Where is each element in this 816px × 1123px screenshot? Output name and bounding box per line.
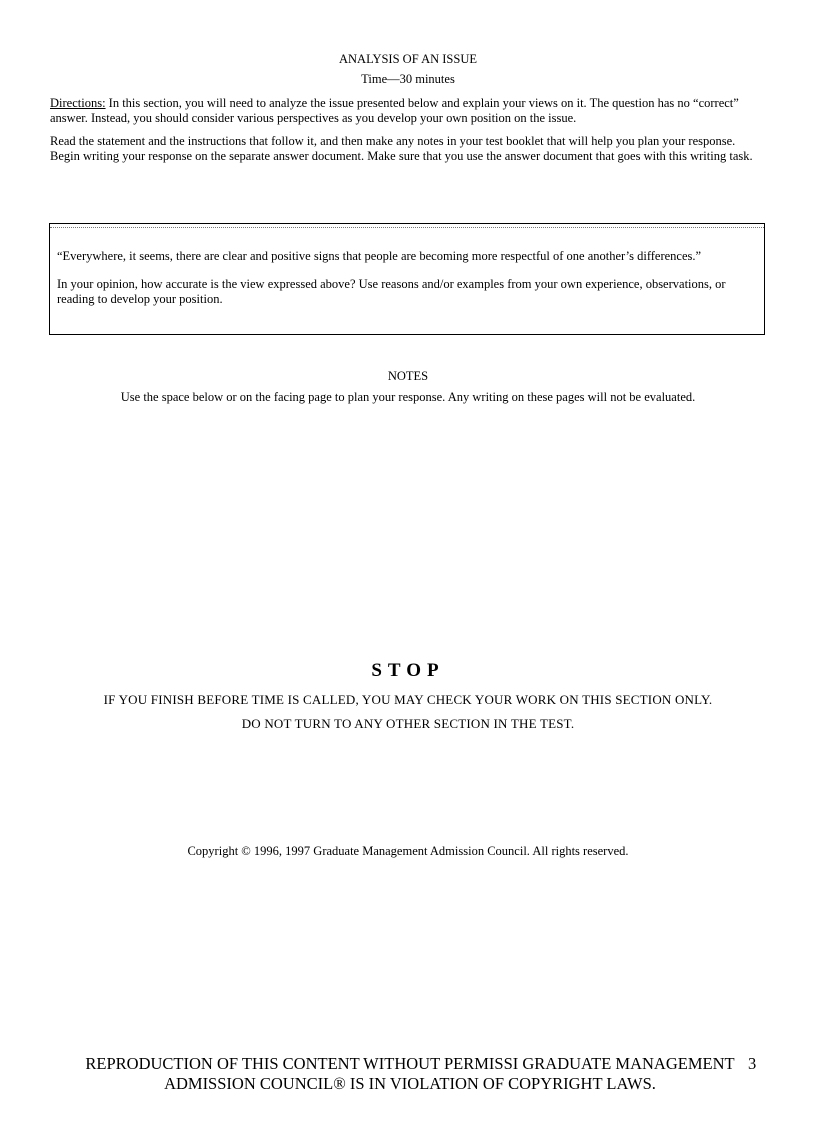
copyright-notice: Copyright © 1996, 1997 Graduate Management Admission Council. All rights reserved. — [187, 844, 629, 858]
stop-heading: STOP — [371, 660, 445, 681]
stop-line-1: IF YOU FINISH BEFORE TIME IS CALLED, YOU MAY CHECK YOUR WORK ON THIS SECTION ONLY. — [103, 692, 713, 707]
prompt-box-divider — [50, 227, 764, 228]
notes-instruction: Use the space below or on the facing page to plan your response. Any writing on these pages will not be evaluated. — [120, 390, 696, 404]
directions-label: Directions: — [50, 96, 106, 110]
section-title: ANALYSIS OF AN ISSUE — [338, 52, 477, 66]
stop-line-2: DO NOT TURN TO ANY OTHER SECTION IN THE TEST. — [241, 716, 575, 731]
prompt-quote: “Everywhere, it seems, there are clear and positive signs that people are becoming more respectful of one another’s differences.” — [57, 249, 702, 263]
notes-heading: NOTES — [387, 369, 429, 383]
time-limit: Time—30 minutes — [361, 72, 455, 86]
footer-warning: REPRODUCTION OF THIS CONTENT WITHOUT PERMISSI GRADUATE MANAGEMENT ADMISSION COUNCIL® IS IN VIOLATION OF COPYRIGHT LAWS. — [85, 1054, 735, 1093]
read-instructions-paragraph: Read the statement and the instructions that follow it, and then make any notes in your test booklet that will help you plan your response. Begin writing your response on the separate answer document. Make sure that you use the answer document that goes with this writing task. — [50, 134, 753, 163]
directions-text: In this section, you will need to analyze the issue presented below and explain your views on it. The question has no “correct” answer. Instead, you should consider various perspectives as you develop your own position on the issue. — [50, 96, 739, 125]
directions-paragraph — [50, 96, 766, 126]
page-number: 3 — [748, 1054, 757, 1073]
prompt-question: In your opinion, how accurate is the view expressed above? Use reasons and/or examples from your own experience, observations, or reading to develop your position. — [57, 277, 726, 306]
